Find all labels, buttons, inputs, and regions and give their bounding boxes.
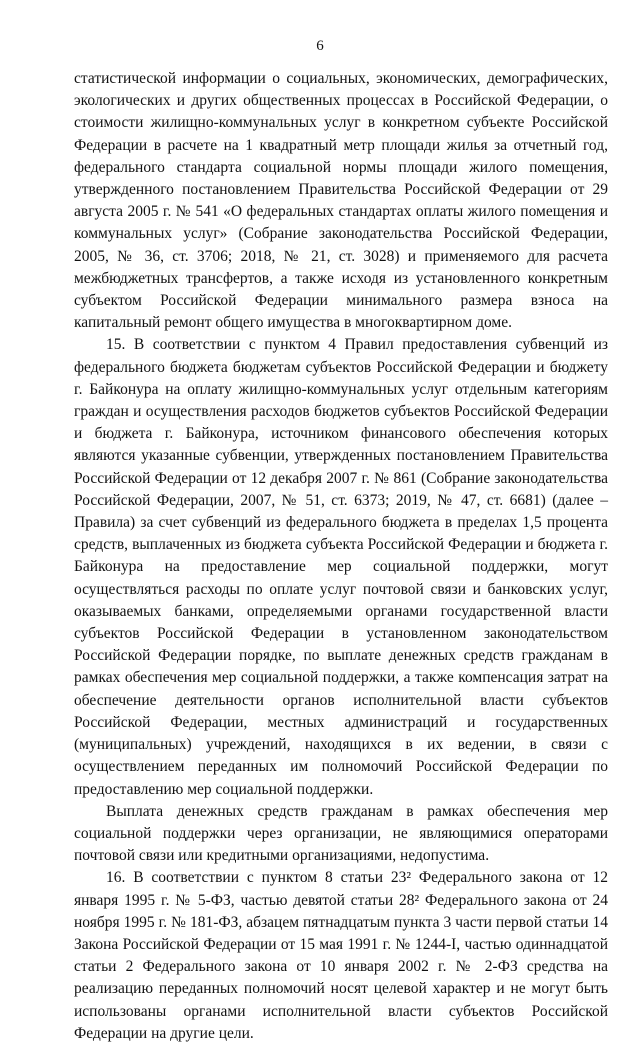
- paragraph-continuation: статистической информации о социальных, экономических, демографических, экологических и других общественных процессах в Российской Федерации, о стоимости жилищно-коммунальных услуг в конкретном субъекте Российской Федерации в расчете на 1 квадратный метр площади жилья за отчетный год, федерального стандарта социальной нормы площади жилого помещения, утвержденного постановлением Правительства Российской Федерации от 29 августа 2005 г. № 541 «О федеральных стандартах оплаты жилого помещения и коммунальных услуг» (Собрание законодательства Российской Федерации, 2005, № 36, ст. 3706; 2018, № 21, ст. 3028) и применяемого для расчета межбюджетных трансфертов, а также исходя из установленного конкретным субъектом Российской Федерации минимального размера взноса на капитальный ремонт общего имущества в многоквартирном доме.: [74, 70, 608, 332]
- paragraph-item-15: 15. В соответствии с пунктом 4 Правил предоставления субвенций из федерального бюджета бюджетам субъектов Российской Федерации и бюджету г. Байконура на оплату жилищно-коммунальных услуг отдельным категориям граждан и осуществления расходов бюджетов субъектов Российской Федерации и бюджета г. Байконура, источником финансового обеспечения которых являются указанные субвенции, утвержденных постановлением Правительства Российской Федерации от 12 декабря 2007 г. № 861 (Собрание законодательства Российской Федерации, 2007, № 51, ст. 6373; 2019, № 47, ст. 6681) (далее – Правила) за счет субвенций из федерального бюджета в пределах 1,5 процента средств, выплаченных из бюджета субъекта Российской Федерации и бюджета г. Байконура на предоставление мер социальной поддержки, могут осуществляться расходы по оплате услуг почтовой связи и банковских услуг, оказываемых банками, определяемыми органами государственной власти субъектов Российской Федерации в установленном законодательством Российской Федерации порядке, по выплате денежных средств гражданам в рамках обеспечения мер социальной поддержки, а также компенсация затрат на обеспечение деятельности органов исполнительной власти субъектов Российской Федерации, местных администраций и государственных (муниципальных) учреждений, находящихся в их ведении, в связи с осуществлением переданных им полномочий Российской Федерации по предоставлению мер социальной поддержки.: [74, 336, 608, 798]
- page-number: 6: [316, 38, 324, 54]
- paragraph-payment-restriction: Выплата денежных средств гражданам в рамках обеспечения мер социальной поддержки через организации, не являющимися операторами почтовой связи или кредитными организациями, недопустима.: [74, 802, 608, 865]
- paragraph-item-16: 16. В соответствии с пунктом 8 статьи 23² Федерального закона от 12 января 1995 г. № 5-ФЗ, частью девятой статьи 28² Федерального закона от 24 ноября 1995 г. № 181-ФЗ, абзацем пятнадцатым пункта 3 части первой статьи 14 Закона Российской Федерации от 15 мая 1991 г. № 1244-I, частью одиннадцатой статьи 2 Федерального закона от 10 января 2002 г. № 2-ФЗ средства на реализацию переданных полномочий носят целевой характер и не могут быть использованы органами исполнительной власти субъектов Российской Федерации на другие цели.: [74, 869, 608, 1042]
- document-body: [74, 68, 608, 1045]
